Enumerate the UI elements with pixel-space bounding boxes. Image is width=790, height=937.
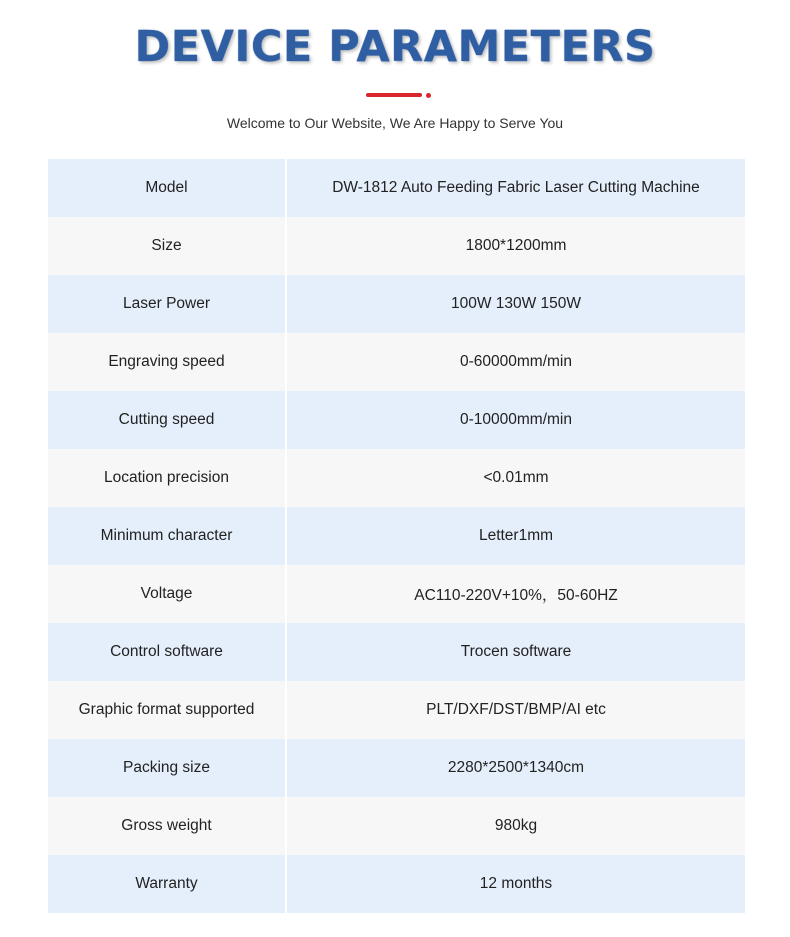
table-row xyxy=(48,217,745,275)
param-label: Warranty xyxy=(48,855,287,913)
table-row xyxy=(48,855,745,913)
param-value: 12 months xyxy=(479,875,553,892)
table-row xyxy=(48,391,745,449)
welcome-subtitle: Welcome to Our Website, We Are Happy to Serve You xyxy=(226,115,564,131)
table-row xyxy=(48,797,745,855)
table-row xyxy=(48,275,745,333)
page-title: DEVICE PARAMETERS xyxy=(134,22,656,72)
param-value: AC110-220V+10%，50-60HZ xyxy=(414,587,618,604)
table-row xyxy=(48,159,745,217)
table-row xyxy=(48,565,745,623)
param-label: Voltage xyxy=(48,565,287,623)
param-label: Minimum character xyxy=(48,507,287,565)
param-label: Location precision xyxy=(48,449,287,507)
param-value: 0-10000mm/min xyxy=(460,411,572,428)
param-value: Letter1mm xyxy=(478,527,554,544)
table-row xyxy=(48,623,745,681)
title-divider xyxy=(366,92,436,98)
divider-dot xyxy=(426,93,431,98)
table-row xyxy=(48,507,745,565)
param-value: 100W 130W 150W xyxy=(450,295,582,312)
param-label: Packing size xyxy=(48,739,287,797)
param-value: DW-1812 Auto Feeding Fabric Laser Cutting Machine xyxy=(332,179,700,196)
param-value: <0.01mm xyxy=(483,469,549,486)
param-value: 1800*1200mm xyxy=(465,237,567,254)
table-row xyxy=(48,681,745,739)
param-value: 0-60000mm/min xyxy=(460,353,572,370)
param-value: Trocen software xyxy=(460,643,572,660)
param-label: Control software xyxy=(48,623,287,681)
param-label: Size xyxy=(48,217,287,275)
param-label: Laser Power xyxy=(48,275,287,333)
param-label: Engraving speed xyxy=(48,333,287,391)
table-row xyxy=(48,333,745,391)
table-row xyxy=(48,449,745,507)
param-label: Cutting speed xyxy=(48,391,287,449)
parameters-table xyxy=(48,159,745,913)
table-row xyxy=(48,739,745,797)
param-label: Model xyxy=(48,159,287,217)
param-label: Graphic format supported xyxy=(48,681,287,739)
param-value: 980kg xyxy=(494,817,538,834)
param-label: Gross weight xyxy=(48,797,287,855)
param-value: PLT/DXF/DST/BMP/AI etc xyxy=(426,701,606,718)
param-value: 2280*2500*1340cm xyxy=(447,759,585,776)
divider-bar xyxy=(366,93,422,97)
